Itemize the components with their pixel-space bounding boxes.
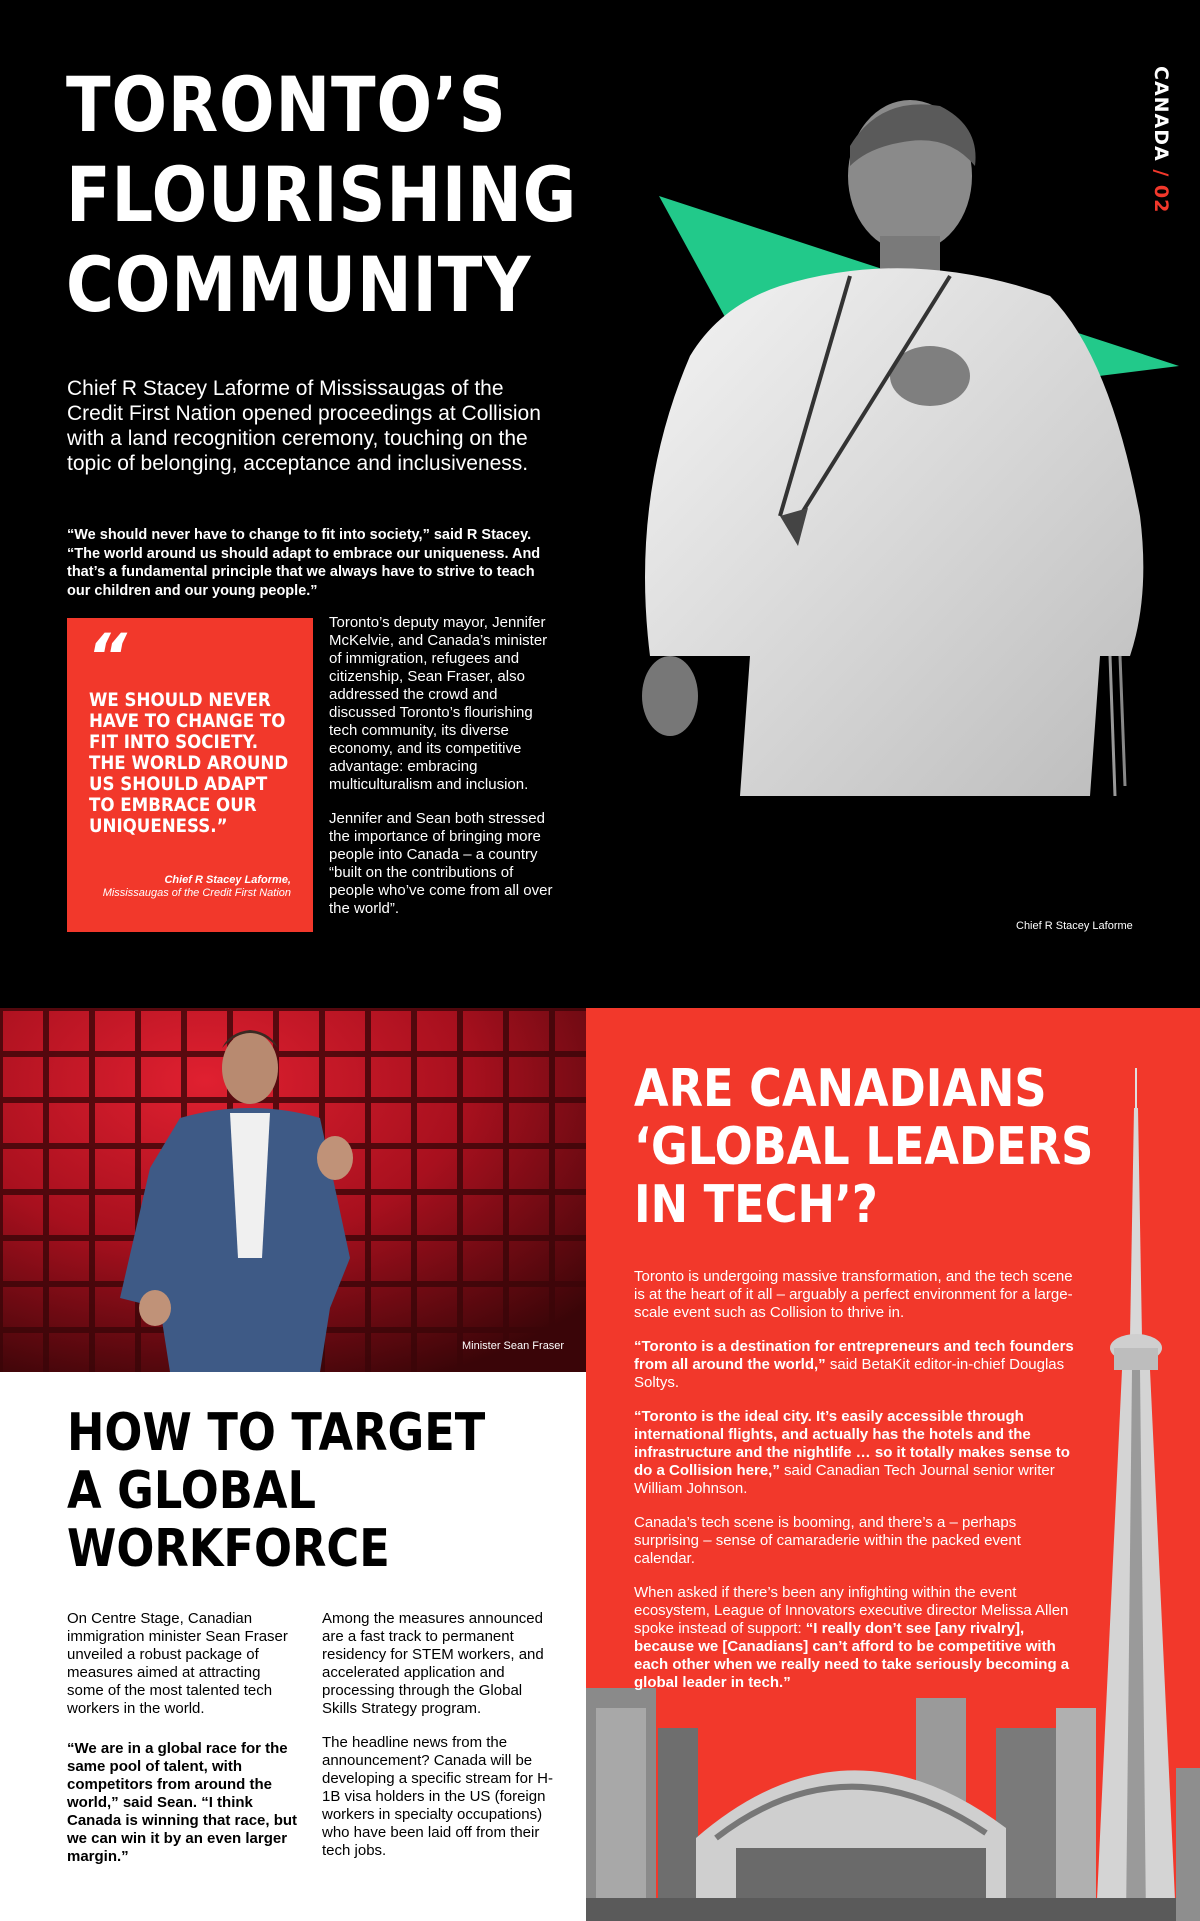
page-number: 02: [1150, 184, 1172, 214]
leaders-title-line: ARE CANADIANS: [634, 1059, 1047, 1119]
leaders-paragraph: Canada’s tech scene is booming, and there’s a – perhaps surprising – sense of camaraderie within the packed event calendar.: [634, 1514, 1021, 1567]
workforce-column-2: [322, 1610, 556, 1882]
hero-body: [329, 614, 561, 934]
leaders-attribution: said BetaKit editor-in-chief Douglas Soltys.: [634, 1356, 1065, 1391]
workforce-title-line: A GLOBAL: [67, 1461, 316, 1521]
chief-photo-caption: Chief R Stacey Laforme: [1016, 920, 1133, 932]
leaders-body: [634, 1268, 1074, 1708]
minister-photo: [0, 1008, 586, 1372]
section-tag-label: CANADA: [1150, 66, 1172, 162]
workforce-title: [67, 1404, 485, 1578]
hero-body-paragraph: Toronto’s deputy mayor, Jennifer McKelvie, and Canada’s minister of immigration, refugees and citizenship, Sean Fraser, also addressed the crowd and discussed Toronto’s flourishing tech community, its diverse economy, and its competitive advantage: embracing multiculturalism and inclusion.: [329, 614, 548, 793]
pull-quote-affiliation: Mississaugas of the Credit First Nation: [102, 887, 291, 899]
leaders-attribution: When asked if there’s been any infighting within the event ecosystem, League of Innovators executive director Melissa Allen spoke instead of support:: [634, 1584, 1069, 1637]
workforce-title-line: WORKFORCE: [67, 1519, 390, 1579]
leaders-paragraph: [634, 1338, 1074, 1392]
leaders-title: [634, 1060, 1093, 1234]
hero-title-line: FLOURISHING: [66, 150, 578, 239]
leaders-paragraph: [634, 1408, 1074, 1498]
chief-photo: [630, 96, 1150, 896]
minister-photo-caption: Minister Sean Fraser: [462, 1340, 565, 1352]
hero-body-paragraph: Jennifer and Sean both stressed the importance of bringing more people into Canada – a country “built on the contributions of people who’ve come from all over the world”.: [329, 810, 553, 917]
workforce-quote-text: “We are in a global race for the same pool of talent, with competitors from around the world,” said Sean. “I think Canada is winning that race, but we can win it by an even larger margin.”: [67, 1740, 298, 1865]
pull-quote-text: WE SHOULD NEVER HAVE TO CHANGE TO FIT INTO SOCIETY. THE WORLD AROUND US SHOULD ADAPT TO EMBRACE OUR UNIQUENESS.”: [89, 690, 289, 837]
workforce-quote: [67, 1740, 301, 1866]
leaders-attribution: said Canadian Tech Journal senior writer William Johnson.: [634, 1462, 1055, 1497]
workforce-paragraph: Among the measures announced are a fast track to permanent residency for STEM workers, and accelerated application and processing through the Global Skills Strategy program.: [322, 1610, 544, 1717]
hero-title-line: TORONTO’S: [66, 60, 507, 149]
hero-quote: “We should never have to change to fit into society,” said R Stacey. “The world around us should adapt to embrace our uniqueness. And that’s a fundamental principle that we always have to strive to teach our children and our young people.”: [67, 527, 541, 599]
workforce-column-1: [67, 1610, 301, 1888]
workforce-title-line: HOW TO TARGET: [67, 1403, 486, 1463]
leaders-paragraph: Toronto is undergoing massive transformation, and the tech scene is at the heart of it all – arguably a perfect environment for a large-scale event such as Collision to thrive in.: [634, 1268, 1073, 1321]
pull-quote-citation: [91, 874, 291, 900]
quote-mark-icon: “: [87, 620, 127, 693]
leaders-quote: “I really don’t see [any rivalry], because we [Canadians] can’t afford to be competitive with each other when we really need to take seriously becoming a global leader in tech.”: [634, 1620, 1070, 1691]
leaders-title-line: IN TECH’?: [634, 1175, 878, 1235]
pull-quote-box: [67, 618, 313, 932]
pull-quote-author: Chief R Stacey Laforme,: [164, 874, 291, 886]
workforce-paragraph: The headline news from the announcement? Canada will be developing a specific stream for H-1B visa holders in the US (foreign workers in specialty occupations) who have been laid off from their tech jobs.: [322, 1734, 553, 1859]
hero-title-line: COMMUNITY: [66, 240, 532, 329]
leaders-paragraph: [634, 1584, 1074, 1692]
leaders-quote: “Toronto is the ideal city. It’s easily accessible through international flights, and actually has the hotels and the infrastructure and the nightlife … so it totally makes sense to do a Collision here,”: [634, 1408, 1070, 1479]
minister-photo-image: [0, 1008, 586, 1372]
leaders-section: [586, 1008, 1200, 1921]
leaders-quote: “Toronto is a destination for entrepreneurs and tech founders from all around the world,”: [634, 1338, 1074, 1373]
hero-intro: Chief R Stacey Laforme of Mississaugas of the Credit First Nation opened proceedings at Collision with a land recognition ceremony, touching on the topic of belonging, acceptance and inclusiveness.: [67, 377, 541, 475]
leaders-title-line: ‘GLOBAL LEADERS: [634, 1117, 1094, 1177]
workforce-paragraph: On Centre Stage, Canadian immigration minister Sean Fraser unveiled a robust package of measures aimed at attracting some of the most talented tech workers in the world.: [67, 1610, 288, 1717]
section-tag: [1150, 66, 1172, 213]
hero-title: [66, 60, 577, 330]
section-tag-separator: /: [1150, 161, 1172, 185]
